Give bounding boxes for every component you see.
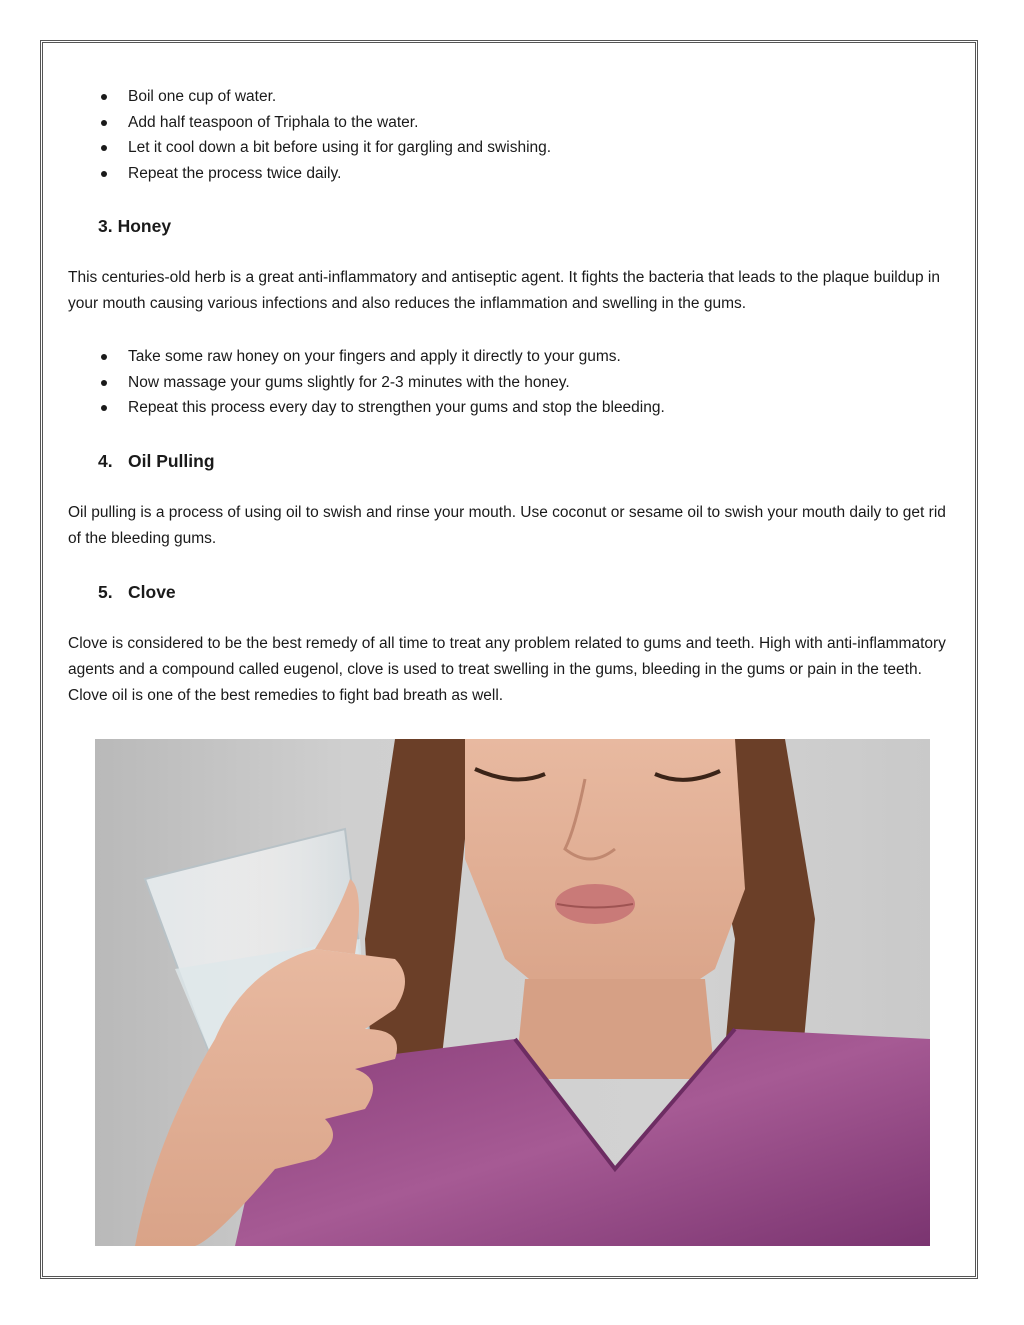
paragraph-honey: This centuries-old herb is a great anti-inflammatory and antiseptic agent. It fights the bacteria that leads to the plaque buildup in your mouth causing various infections and also reduces the inflammation and swelling in the gums. <box>68 269 940 312</box>
heading-clove <box>68 579 958 605</box>
triphala-steps-list <box>68 84 958 186</box>
document-content <box>68 84 958 709</box>
heading-oil-pulling <box>68 448 958 474</box>
heading-number: 4. <box>98 450 113 471</box>
heading-honey <box>68 213 958 239</box>
list-item: Repeat the process twice daily. <box>68 161 958 187</box>
heading-number: 5. <box>98 581 113 602</box>
list-item: Repeat this process every day to strengthen your gums and stop the bleeding. <box>68 395 958 421</box>
list-item: Add half teaspoon of Triphala to the water. <box>68 110 958 136</box>
list-item: Take some raw honey on your fingers and apply it directly to your gums. <box>68 344 958 370</box>
heading-number: 3. <box>98 216 113 236</box>
list-item: Boil one cup of water. <box>68 84 958 110</box>
woman-rinsing-mouth-photo <box>95 739 930 1246</box>
list-item: Let it cool down a bit before using it for gargling and swishing. <box>68 135 958 161</box>
heading-title: Honey <box>117 216 172 236</box>
list-item: Now massage your gums slightly for 2-3 minutes with the honey. <box>68 370 958 396</box>
heading-title: Oil Pulling <box>128 450 215 471</box>
honey-steps-list <box>68 344 958 421</box>
heading-title: Clove <box>128 581 176 602</box>
paragraph-oil-pulling: Oil pulling is a process of using oil to swish and rinse your mouth. Use coconut or sesame oil to swish your mouth daily to get rid of the bleeding gums. <box>68 503 946 547</box>
paragraph-clove: Clove is considered to be the best remedy of all time to treat any problem related to gums and teeth. High with anti-inflammatory agents and a compound called eugenol, clove is used to treat swelling in the gums, bleeding in the gums or pain in the teeth. Clove oil is one of the best remedies to fight bad breath as well. <box>68 634 946 704</box>
